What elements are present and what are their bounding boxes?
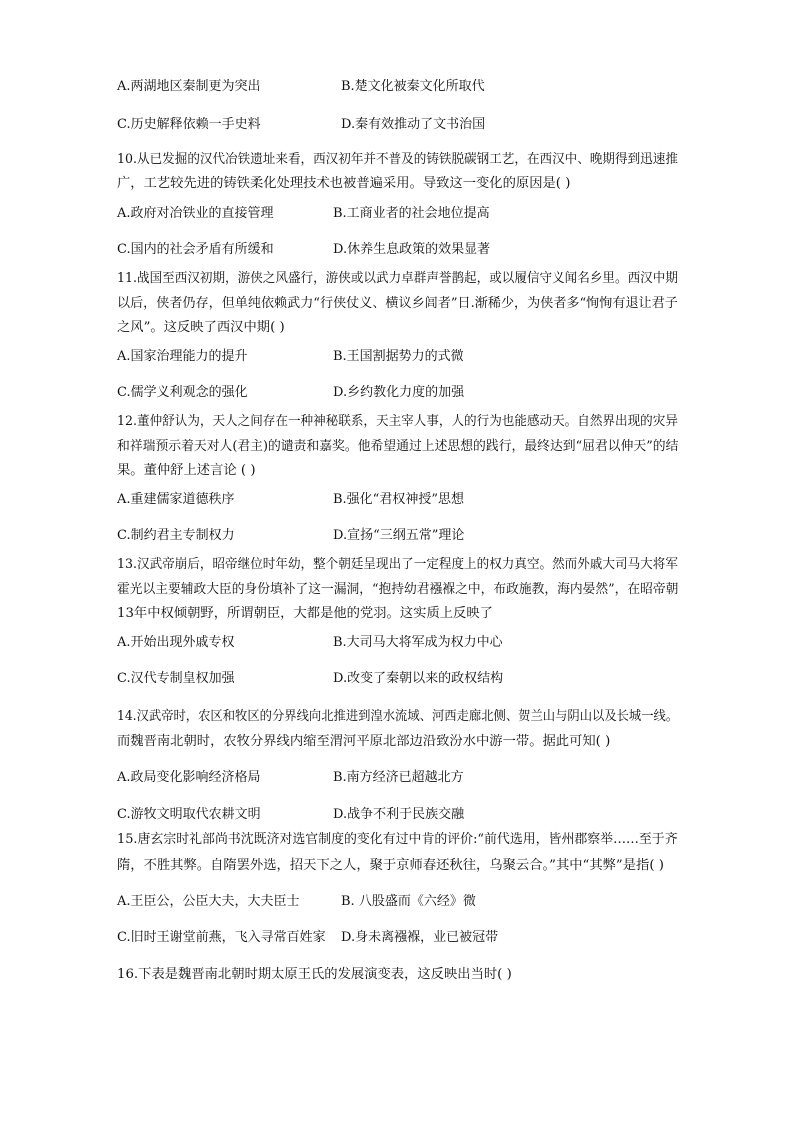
q10-option-c: C.国内的社会矛盾有所缓和 xyxy=(117,242,274,257)
q13-option-d: D.改变了秦朝以来的政权结构 xyxy=(333,671,504,686)
q14-option-a: A.政局变化影响经济格局 xyxy=(117,770,261,785)
q11-option-c: C.儒学义利观念的强化 xyxy=(117,385,248,400)
q12-option-a: A.重建儒家道德秩序 xyxy=(117,492,235,507)
q11-stem-line-3: 之风”。这反映了西汉中期( ) xyxy=(117,320,285,335)
q16-stem-line-1: 16.下表是魏晋南北朝时期太原王氏的发展演变表，这反映出当时( ) xyxy=(117,967,512,982)
q15-option-d: D.身未离襁褓，业已被冠带 xyxy=(341,930,499,945)
q9-option-c: C.历史解释依赖一手史料 xyxy=(117,117,261,132)
q12-stem-line-1: 12.董仲舒认为，天人之间存在一种神秘联系，天主宰人事，人的行为也能感动天。自然界出现的灾异 xyxy=(117,414,678,429)
q14-stem-line-2: 而魏晋南北朝时，农牧分界线内缩至渭河平原北部边沿致汾水中游一带。据此可知( ) xyxy=(117,734,611,749)
q9-option-d: D.秦有效推动了文书治国 xyxy=(341,117,486,132)
q13-stem-line-3: 13年中权倾朝野，所谓朝臣，大都是他的党羽。这实质上反映了 xyxy=(117,606,493,621)
q10-stem-line-2: 广，工艺较先进的铸铁柔化处理技术也被普遍采用。导致这一变化的原因是( ) xyxy=(117,176,571,191)
q11-option-d: D.乡约教化力度的加强 xyxy=(333,385,465,400)
q12-option-c: C.制约君主专制权力 xyxy=(117,528,235,543)
q9-option-b: B.楚文化被秦文化所取代 xyxy=(341,79,485,94)
q12-option-b: B.强化“君权神授”思想 xyxy=(333,492,464,507)
q14-stem-line-1: 14.汉武帝时，农区和牧区的分界线向北推进到湟水流域、河西走廊北侧、贺兰山与阴山以及长城一线。 xyxy=(117,709,679,724)
q10-stem-line-1: 10.从已发掘的汉代冶铁遗址来看，西汉初年并不普及的铸铁脱碳钢工艺，在西汉中、晚期得到迅速推 xyxy=(117,152,678,167)
q9-option-a: A.两湖地区秦制更为突出 xyxy=(117,79,261,94)
q11-option-b: B.王国割据势力的式微 xyxy=(333,349,464,364)
q10-option-a: A.政府对冶铁业的直接管理 xyxy=(117,206,274,221)
q13-option-c: C.汉代专制皇权加强 xyxy=(117,671,235,686)
q15-option-c: C.旧时王谢堂前燕，飞入寻常百姓家 xyxy=(117,930,326,945)
q10-option-b: B.工商业者的社会地位提高 xyxy=(333,206,490,221)
q15-stem-line-2: 隋，不胜其弊。自隋罢外选，招天下之人，聚于京师春还秋往，乌聚云合。”其中“其弊”是指( ) xyxy=(117,858,664,873)
q11-stem-line-2: 以后，侠者仍存，但单纯依赖武力“行侠仗义、横议乡闾者”日.渐稀少，为侠者多“恂恂有退让君子 xyxy=(117,296,678,311)
q14-option-d: D.战争不利于民族交融 xyxy=(333,807,465,822)
q14-option-c: C.游牧文明取代农耕文明 xyxy=(117,807,261,822)
q13-option-b: B.大司马大将军成为权力中心 xyxy=(333,635,503,650)
q12-stem-line-2: 和祥瑞预示着天对人(君主)的谴责和嘉奖。他希望通过上述思想的践行，最终达到“屈君以伸天”的结 xyxy=(117,439,679,454)
q15-option-b: B. 八股盛而《六经》微 xyxy=(341,894,476,909)
q15-stem-line-1: 15.唐玄宗时礼部尚书沈既济对选官制度的变化有过中肯的评价:“前代选用，皆州郡察举……至于齐 xyxy=(117,832,678,847)
q15-option-a: A.王臣公，公臣大夫，大夫臣士 xyxy=(117,894,300,909)
q13-option-a: A.开始出现外戚专权 xyxy=(117,635,235,650)
q12-option-d: D.宣扬“三纲五常”理论 xyxy=(333,528,465,543)
q10-option-d: D.休养生息政策的效果显著 xyxy=(333,242,491,257)
q13-stem-line-1: 13.汉武帝崩后，昭帝继位时年幼，整个朝廷呈现出了一定程度上的权力真空。然而外戚大司马大将军 xyxy=(117,557,678,572)
q11-stem-line-1: 11.战国至西汉初期，游侠之风盛行，游侠或以武力卓群声誉鹊起，或以履信守义闻名乡里。西汉中期 xyxy=(117,271,678,286)
q13-stem-line-2: 霍光以主要辅政大臣的身份填补了这一漏洞，“抱持幼君襁褓之中，布政施教，海内晏然”，在昭帝朝 xyxy=(117,582,679,597)
q14-option-b: B.南方经济已超越北方 xyxy=(333,770,464,785)
q11-option-a: A.国家治理能力的提升 xyxy=(117,349,248,364)
q12-stem-line-3: 果。董仲舒上述言论 ( ) xyxy=(117,463,256,478)
